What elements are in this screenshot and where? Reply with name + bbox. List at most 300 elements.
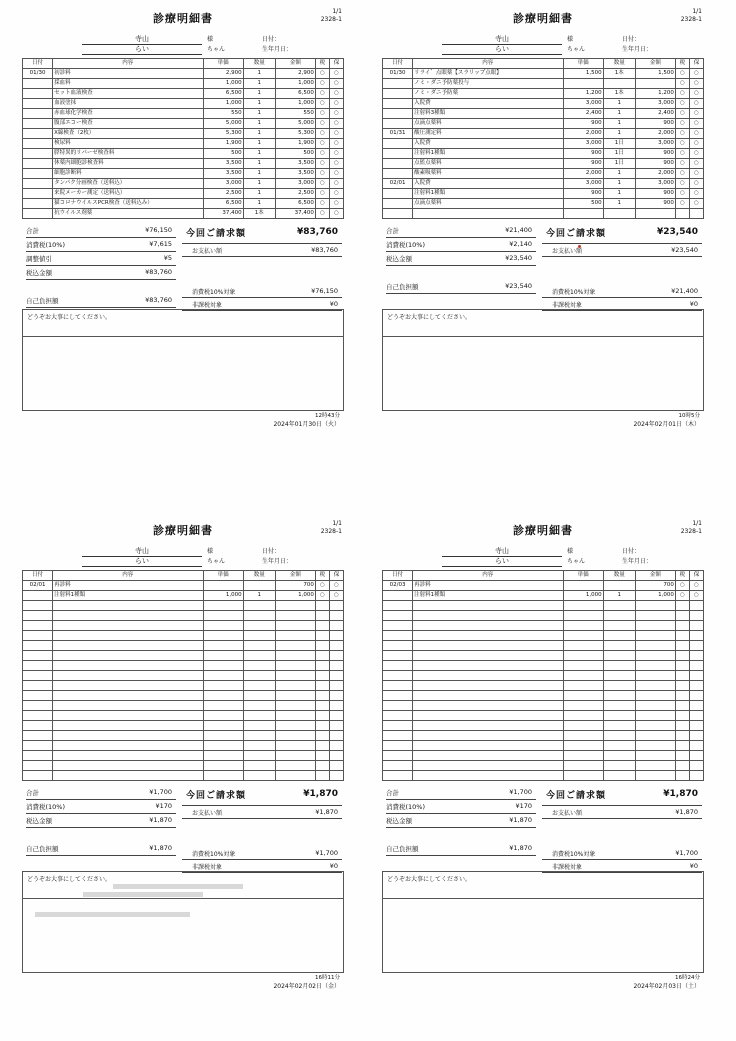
summary-right <box>542 787 702 874</box>
cell-insurance-mark: ○ <box>329 99 343 109</box>
cell-empty <box>329 611 343 621</box>
cell-empty <box>635 631 675 641</box>
cell-empty <box>603 691 635 701</box>
cell-quantity <box>603 79 635 89</box>
cell-tax-mark: ○ <box>675 199 689 209</box>
cell-empty <box>563 691 603 701</box>
cell-empty <box>315 751 329 761</box>
tax-label-row <box>26 239 176 253</box>
receipt-2 <box>382 8 704 431</box>
summary-section <box>22 225 344 309</box>
cell-amount: 6,500 <box>275 89 315 99</box>
cell-empty <box>603 721 635 731</box>
cell-empty <box>635 701 675 711</box>
table-row <box>383 139 704 149</box>
table-row-empty <box>383 721 704 731</box>
underline <box>26 307 176 308</box>
nontax-label: 非課税対象 <box>552 302 583 309</box>
cell-description: ノミ・ダニ予防薬 <box>413 89 563 99</box>
cell-insurance-mark: ○ <box>689 129 703 139</box>
cell-empty <box>275 771 315 781</box>
underline <box>182 859 342 860</box>
cell-tax-mark: ○ <box>675 169 689 179</box>
payment-value: ¥83,760 <box>311 246 338 254</box>
cell-empty <box>275 721 315 731</box>
payment-row <box>182 245 342 258</box>
column-header: 税 <box>315 571 329 581</box>
page-index: 1/1 <box>692 520 702 527</box>
summary-section <box>382 787 704 871</box>
cell-amount: 1,000 <box>635 591 675 601</box>
taxable10-value: ¥76,150 <box>311 287 338 295</box>
cell-unit-price: 5,000 <box>203 119 243 129</box>
table-row-empty <box>23 771 344 781</box>
cell-tax-mark: ○ <box>315 69 329 79</box>
summary-spacer-right2 <box>542 834 702 848</box>
cell-empty <box>315 631 329 641</box>
cell-description: 点滴点薬料 <box>413 199 563 209</box>
column-header: 内容 <box>53 59 203 69</box>
cell-amount: 1,000 <box>275 79 315 89</box>
nontax-label: 非課税対象 <box>192 864 223 871</box>
cell-empty <box>603 631 635 641</box>
cell-empty <box>383 761 413 771</box>
cell-tax-mark: ○ <box>315 119 329 129</box>
cell-empty <box>275 761 315 771</box>
cell-empty <box>603 601 635 611</box>
cell-amount: 550 <box>275 109 315 119</box>
cell-amount: 1,900 <box>275 139 315 149</box>
cell-date <box>383 199 413 209</box>
nontax-label: 非課税対象 <box>552 864 583 871</box>
table-row <box>23 581 344 591</box>
table-row-empty <box>23 641 344 651</box>
items-table <box>22 570 344 781</box>
cell-empty <box>329 701 343 711</box>
payment-row <box>182 807 342 820</box>
cell-empty <box>329 711 343 721</box>
cell-empty <box>413 741 563 751</box>
cell-empty <box>275 701 315 711</box>
cell-quantity: 1 <box>243 159 275 169</box>
self-pay-label: 自己負担額 <box>386 283 419 291</box>
birth-label: 生年月日： <box>262 558 293 565</box>
cell-date <box>383 139 413 149</box>
cell-tax-mark: ○ <box>675 69 689 79</box>
cell-empty <box>383 771 413 781</box>
cell-description: 初診料 <box>53 69 203 79</box>
receipt-1 <box>22 8 344 431</box>
cell-insurance-mark: ○ <box>329 139 343 149</box>
cell-empty <box>635 751 675 761</box>
underline <box>26 279 176 280</box>
memo-title: どうぞお大事にしてください。 <box>27 876 112 883</box>
cell-amount: 1,000 <box>275 99 315 109</box>
cell-empty <box>635 621 675 631</box>
cell-tax-mark: ○ <box>675 99 689 109</box>
cell-unit-price: 900 <box>563 119 603 129</box>
table-row-empty <box>23 661 344 671</box>
self-pay-label-row <box>386 843 536 857</box>
cell-quantity: 1本 <box>603 69 635 79</box>
cell-tax-mark: ○ <box>315 159 329 169</box>
cell-empty <box>275 751 315 761</box>
underline <box>386 293 536 294</box>
cell-empty <box>383 691 413 701</box>
column-header: 日付 <box>383 59 413 69</box>
cell-unit-price: 1,000 <box>563 591 603 601</box>
cell-empty <box>635 691 675 701</box>
cell-tax-mark: ○ <box>315 99 329 109</box>
receipt-footer <box>22 411 344 431</box>
underline <box>386 799 536 800</box>
taxable10-row <box>542 848 702 861</box>
issue-date: 2024年02月01日（木） <box>633 421 700 428</box>
cell-empty <box>689 751 703 761</box>
cell-tax-mark: ○ <box>675 119 689 129</box>
memo-title: どうぞお大事にしてください。 <box>27 314 112 321</box>
underline <box>386 813 536 814</box>
cell-empty <box>383 741 413 751</box>
table-row <box>23 189 344 199</box>
cell-empty <box>383 641 413 651</box>
summary-spacer <box>26 829 176 843</box>
table-row <box>23 129 344 139</box>
cell-empty <box>23 731 53 741</box>
cell-empty <box>563 761 603 771</box>
billing-row <box>182 225 342 245</box>
cell-insurance-mark: ○ <box>329 199 343 209</box>
cell-empty <box>689 209 703 219</box>
cell-empty <box>243 751 275 761</box>
cell-empty <box>275 661 315 671</box>
total-label: 合計 <box>386 227 399 235</box>
cell-description: 入院費 <box>413 179 563 189</box>
page-number <box>321 520 342 536</box>
cell-amount: 3,500 <box>275 169 315 179</box>
cell-empty <box>413 681 563 691</box>
cell-tax-mark: ○ <box>315 129 329 139</box>
cell-unit-price: 3,000 <box>563 179 603 189</box>
column-header: 内容 <box>413 571 563 581</box>
cell-amount: 900 <box>635 189 675 199</box>
cell-description: 血液塗抹 <box>53 99 203 109</box>
cell-date: 01/30 <box>23 69 53 79</box>
cell-empty <box>329 671 343 681</box>
column-header: 保 <box>329 571 343 581</box>
table-row-empty <box>383 761 704 771</box>
cell-empty <box>53 771 203 781</box>
cell-empty <box>675 751 689 761</box>
table-row-empty <box>383 611 704 621</box>
cell-amount: 2,000 <box>635 169 675 179</box>
cell-tax-mark: ○ <box>675 139 689 149</box>
cell-amount: 6,500 <box>275 199 315 209</box>
cell-empty <box>563 741 603 751</box>
cell-empty <box>675 641 689 651</box>
cell-empty <box>203 671 243 681</box>
cell-empty <box>243 671 275 681</box>
cell-empty <box>675 651 689 661</box>
cell-empty <box>203 771 243 781</box>
date-label: 日付： <box>622 36 641 43</box>
receipt-header <box>382 8 704 34</box>
column-header: 数量 <box>243 59 275 69</box>
patient-name-line2: らい <box>82 44 202 55</box>
cell-empty <box>315 761 329 771</box>
memo-title: どうぞお大事にしてください。 <box>387 876 472 883</box>
cell-quantity: 1 <box>243 79 275 89</box>
cell-description: 腹部エコー検査 <box>53 119 203 129</box>
cell-empty <box>23 751 53 761</box>
table-row <box>383 199 704 209</box>
tax-value: ¥2,140 <box>509 240 532 248</box>
cell-quantity: 1 <box>243 69 275 79</box>
table-row-empty <box>383 209 704 219</box>
cell-empty <box>563 611 603 621</box>
cell-empty <box>563 721 603 731</box>
cell-empty <box>329 731 343 741</box>
cell-empty <box>689 761 703 771</box>
table-row <box>23 119 344 129</box>
cell-empty <box>315 661 329 671</box>
issue-time: 10時5分 <box>678 413 700 419</box>
cell-description: 赤血球化学検査 <box>53 109 203 119</box>
tax-included-label: 税込金額 <box>386 255 412 263</box>
cell-insurance-mark: ○ <box>329 89 343 99</box>
document-code: 2328-1 <box>320 528 342 535</box>
tax-included-label-row <box>26 815 176 829</box>
table-row <box>23 89 344 99</box>
table-row-empty <box>23 621 344 631</box>
self-pay-label: 自己負担額 <box>26 845 59 853</box>
cell-description: 注射料1種類 <box>53 591 203 601</box>
cell-tax-mark: ○ <box>315 581 329 591</box>
cell-tax-mark: ○ <box>315 169 329 179</box>
cell-unit-price: 3,500 <box>203 159 243 169</box>
table-row <box>383 179 704 189</box>
adjust-label: 調整値引 <box>26 255 52 263</box>
cell-date: 01/30 <box>383 69 413 79</box>
cell-empty <box>689 631 703 641</box>
taxable10-label: 消費税10%対象 <box>192 289 236 296</box>
total-label-row <box>26 225 176 239</box>
cell-unit-price: 500 <box>203 149 243 159</box>
cell-description: 再診料 <box>413 581 563 591</box>
cell-insurance-mark: ○ <box>689 169 703 179</box>
nontax-value: ¥0 <box>689 300 698 308</box>
cell-empty <box>23 761 53 771</box>
cell-date <box>383 169 413 179</box>
cell-description: 細胞診断料 <box>53 169 203 179</box>
cell-unit-price <box>563 581 603 591</box>
total-value: ¥1,700 <box>149 788 172 796</box>
table-row <box>23 99 344 109</box>
cell-insurance-mark: ○ <box>329 169 343 179</box>
table-row <box>383 591 704 601</box>
cell-description: 注射料1種類 <box>413 591 563 601</box>
cell-tax-mark: ○ <box>675 159 689 169</box>
cell-description: 入院費 <box>413 99 563 109</box>
cell-amount: 700 <box>275 581 315 591</box>
cell-date <box>383 149 413 159</box>
cell-date <box>23 199 53 209</box>
cell-empty <box>563 209 603 219</box>
cell-empty <box>53 731 203 741</box>
cell-insurance-mark: ○ <box>329 189 343 199</box>
summary-section <box>22 787 344 871</box>
cell-quantity: 1 <box>243 139 275 149</box>
items-table <box>22 58 344 219</box>
tax-value: ¥170 <box>155 802 172 810</box>
self-pay-label: 自己負担額 <box>26 297 59 305</box>
column-header: 税 <box>675 571 689 581</box>
cell-unit-price: 5,300 <box>203 129 243 139</box>
chan-suffix: ちゃん <box>207 46 226 53</box>
cell-date <box>23 159 53 169</box>
patient-info <box>22 34 344 58</box>
cell-empty <box>689 771 703 781</box>
cell-empty <box>635 761 675 771</box>
cell-description: 点滴点薬料 <box>413 119 563 129</box>
self-pay-label-row <box>26 843 176 857</box>
cell-amount: 37,400 <box>275 209 315 219</box>
payment-row <box>542 807 702 820</box>
payment-value: ¥1,870 <box>315 808 338 816</box>
cell-empty <box>603 611 635 621</box>
cell-empty <box>53 701 203 711</box>
column-header: 金額 <box>275 571 315 581</box>
cell-date <box>23 189 53 199</box>
table-row-empty <box>383 711 704 721</box>
cell-quantity: 1 <box>243 169 275 179</box>
summary-section <box>382 225 704 309</box>
cell-tax-mark: ○ <box>315 149 329 159</box>
cell-empty <box>635 611 675 621</box>
cell-tax-mark: ○ <box>675 189 689 199</box>
cell-amount: 900 <box>635 159 675 169</box>
cell-empty <box>603 711 635 721</box>
cell-empty <box>243 651 275 661</box>
table-row-empty <box>383 661 704 671</box>
cell-date: 02/01 <box>23 581 53 591</box>
cell-insurance-mark: ○ <box>689 581 703 591</box>
table-row-empty <box>23 711 344 721</box>
cell-empty <box>635 681 675 691</box>
cell-empty <box>243 691 275 701</box>
cell-quantity: 1 <box>603 591 635 601</box>
cell-empty <box>689 731 703 741</box>
cell-insurance-mark: ○ <box>329 69 343 79</box>
document-title: 診療明細書 <box>513 524 573 537</box>
receipt-footer <box>382 411 704 431</box>
cell-empty <box>275 611 315 621</box>
cell-empty <box>675 701 689 711</box>
redaction-block <box>83 892 203 897</box>
table-row-empty <box>383 671 704 681</box>
cell-empty <box>603 651 635 661</box>
cell-empty <box>675 661 689 671</box>
cell-empty <box>275 671 315 681</box>
cell-empty <box>23 691 53 701</box>
cell-empty <box>203 601 243 611</box>
cell-empty <box>563 621 603 631</box>
cell-tax-mark: ○ <box>675 89 689 99</box>
table-row-empty <box>383 771 704 781</box>
cell-empty <box>383 601 413 611</box>
red-mark-dot <box>578 245 581 248</box>
underline <box>182 818 342 819</box>
billing-value: ¥83,760 <box>297 227 338 237</box>
cell-empty <box>689 691 703 701</box>
page-number <box>321 8 342 24</box>
cell-insurance-mark: ○ <box>689 69 703 79</box>
cell-date <box>383 109 413 119</box>
billing-row <box>182 787 342 807</box>
summary-left <box>26 787 176 857</box>
cell-unit-price: 1,500 <box>563 69 603 79</box>
cell-empty <box>383 621 413 631</box>
underline <box>182 243 342 244</box>
cell-empty <box>329 721 343 731</box>
cell-empty <box>383 711 413 721</box>
tax-included-label-row <box>386 253 536 267</box>
cell-empty <box>53 621 203 631</box>
cell-empty <box>689 651 703 661</box>
cell-amount: 3,000 <box>275 179 315 189</box>
cell-empty <box>635 209 675 219</box>
cell-quantity: 1本 <box>243 209 275 219</box>
payment-label: お支払い額 <box>192 810 223 817</box>
billing-value: ¥1,870 <box>663 789 698 799</box>
cell-empty <box>689 681 703 691</box>
tax-included-value: ¥1,870 <box>509 816 532 824</box>
underline <box>542 256 702 257</box>
column-header: 単価 <box>563 571 603 581</box>
tax-value: ¥7,615 <box>149 240 172 248</box>
total-value: ¥1,700 <box>509 788 532 796</box>
cell-empty <box>563 671 603 681</box>
column-header: 日付 <box>23 59 53 69</box>
cell-unit-price: 1,000 <box>203 79 243 89</box>
cell-amount: 5,300 <box>275 129 315 139</box>
chan-suffix: ちゃん <box>207 558 226 565</box>
cell-unit-price: 500 <box>563 199 603 209</box>
table-row <box>23 109 344 119</box>
column-header: 日付 <box>383 571 413 581</box>
nontax-value: ¥0 <box>689 862 698 870</box>
cell-empty <box>635 661 675 671</box>
cell-quantity: 1日 <box>603 149 635 159</box>
underline <box>542 805 702 806</box>
payment-value: ¥1,870 <box>675 808 698 816</box>
cell-empty <box>203 701 243 711</box>
cell-insurance-mark: ○ <box>689 189 703 199</box>
cell-empty <box>23 651 53 661</box>
cell-empty <box>53 631 203 641</box>
self-pay-value: ¥83,760 <box>145 296 172 304</box>
cell-description: 注射料3種類 <box>413 109 563 119</box>
cell-amount <box>635 79 675 89</box>
taxable10-row <box>182 848 342 861</box>
cell-tax-mark: ○ <box>315 209 329 219</box>
total-label-row <box>386 787 536 801</box>
cell-empty <box>203 721 243 731</box>
page-index: 1/1 <box>692 8 702 15</box>
issue-time: 16時24分 <box>675 975 700 981</box>
underline <box>386 827 536 828</box>
cell-empty <box>275 741 315 751</box>
